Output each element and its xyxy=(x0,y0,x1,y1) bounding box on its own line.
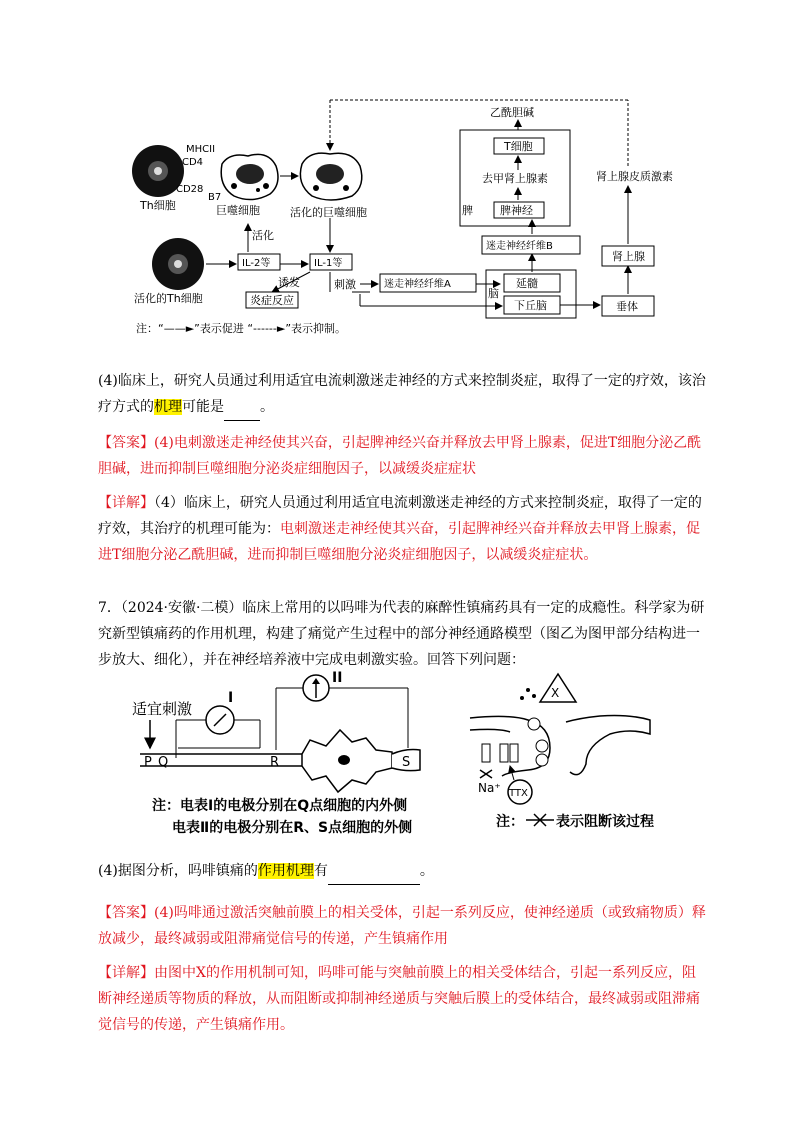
macrophage xyxy=(221,154,278,199)
th-cell-label: Th细胞 xyxy=(140,199,176,212)
cortisol-label: 肾上腺皮质激素 xyxy=(596,170,673,183)
point-r: R xyxy=(270,755,280,770)
immune-nerve-pathway-figure xyxy=(130,94,685,344)
q7-question-end: 有 xyxy=(313,863,328,879)
cd28-label: CD28 xyxy=(176,184,204,195)
q7-answer xyxy=(98,900,708,952)
q7-question-period: 。 xyxy=(419,863,434,879)
mhcii-label: MHCII xyxy=(186,144,216,155)
meter-i-label: I xyxy=(228,690,234,706)
q6-answer xyxy=(98,430,708,482)
detail-tag: 【详解】 xyxy=(98,495,154,511)
adrenal-label: 肾上腺 xyxy=(612,250,645,263)
induce-label: 诱发 xyxy=(278,276,300,289)
detail-tag: 【详解】 xyxy=(98,965,154,981)
splenic-nerve-label: 脾神经 xyxy=(500,204,533,217)
il2-label: IL-2等 xyxy=(242,258,271,269)
q7-question xyxy=(98,858,708,885)
detail-text-black: （4）临床上，研究人员通过利用适宜电流刺激迷走神经的方式来控制炎症，取得了一定的疗效，其治疗的机理可能为： xyxy=(98,495,702,537)
answer-blank xyxy=(328,858,420,885)
il1-label: IL-1等 xyxy=(314,258,343,269)
macrophage-label: 巨噬细胞 xyxy=(216,204,260,217)
vagus-a-label: 迷走神经纤维A xyxy=(384,279,451,290)
answer-tag: 【答案】 xyxy=(98,905,154,921)
brain-label: 脑 xyxy=(488,287,499,300)
q7-detail xyxy=(98,960,708,1038)
point-q: Q xyxy=(158,755,169,770)
q6-detail xyxy=(98,490,708,568)
answer-blank xyxy=(224,394,260,421)
cd4-label: CD4 xyxy=(182,157,204,168)
activated-th-cell xyxy=(152,238,204,290)
detail-text-red: 电刺激迷走神经使其兴奋，引起脾神经兴奋并释放去甲肾上腺素，促进T细胞分泌乙酰胆碱，进而抑制巨噬细胞分泌炎症细胞因子，以减缓炎症症状。 xyxy=(98,521,700,563)
na-label: Na⁺ xyxy=(478,781,501,795)
activated-macrophage-label: 活化的巨噬细胞 xyxy=(290,206,367,219)
activated-th-label: 活化的Th细胞 xyxy=(134,292,203,305)
q7-stem: 7．（2024·安徽·二模）临床上常用的以吗啡为代表的麻醉性镇痛药具有一定的成瘾性。科学家为研究新型镇痛药的作用机理，构建了痛觉产生过程中的部分神经通路模型（图乙为图甲部分结构进一步放大、细化），并在神经培养液中完成电刺激实验。回答下列问题： xyxy=(98,600,705,668)
spleen-label: 脾 xyxy=(462,204,473,217)
detail-text: 由图中X的作用机制可知，吗啡可能与突触前膜上的相关受体结合，引起一系列反应，阻断神经递质等物质的释放，从而阻断或抑制神经递质与突触后膜上的受体结合，最终减弱或阻滞痛觉信号的传递，产生镇痛作用。 xyxy=(98,965,700,1033)
hypothalamus-label: 下丘脑 xyxy=(514,299,547,312)
figure2-note1: 注：电表Ⅰ的电极分别在Q点细胞的内外侧 xyxy=(152,798,408,814)
q6-question-text: (4)临床上，研究人员通过利用适宜电流刺激迷走神经的方式来控制炎症，取得了一定的疗效，该治疗方式的 xyxy=(98,373,706,415)
medulla-label: 延髓 xyxy=(516,277,538,290)
figure2-note3b: 表示阻断该过程 xyxy=(556,814,654,830)
q7-question-highlight: 作用机理 xyxy=(257,863,314,879)
pain-pathway-figure xyxy=(130,668,690,838)
meter-ii-label: II xyxy=(332,670,343,686)
stimulate-label: 刺激 xyxy=(334,278,356,291)
b7-label: B7 xyxy=(208,192,222,203)
activate-label: 活化 xyxy=(252,229,274,242)
q7-question-text: (4)据图分析，吗啡镇痛的 xyxy=(98,863,258,879)
figure2-note3: 注： xyxy=(496,814,524,830)
t-cell-label: T细胞 xyxy=(504,140,533,153)
activated-macrophage xyxy=(300,153,361,200)
answer-tag: 【答案】 xyxy=(98,435,154,451)
norepinephrine-label: 去甲肾上腺素 xyxy=(482,172,548,185)
ttx-label: TTX xyxy=(509,788,528,799)
inflammation-label: 炎症反应 xyxy=(250,294,294,307)
acetylcholine-label: 乙酰胆碱 xyxy=(490,106,534,119)
x-label: X xyxy=(551,686,560,700)
q6-question-period: 。 xyxy=(260,399,274,415)
point-s: S xyxy=(402,755,411,770)
stimulus-label: 适宜刺激 xyxy=(132,700,193,718)
vagus-b-label: 迷走神经纤维B xyxy=(486,241,553,252)
point-p: P xyxy=(144,755,152,770)
pituitary-label: 垂体 xyxy=(616,300,638,313)
q6-question-end: 可能是 xyxy=(182,399,224,415)
q6-question xyxy=(98,368,708,421)
figure2-note2: 电表Ⅱ的电极分别在R、S点细胞的外侧 xyxy=(172,820,413,836)
q6-question-highlight: 机理 xyxy=(154,399,182,415)
answer-text: (4)吗啡通过激活突触前膜上的相关受体，引起一系列反应，使神经递质（或致痛物质）释放减少，最终减弱或阻滞痛觉信号的传递，产生镇痛作用 xyxy=(98,905,706,947)
figure1-note: 注：“——►”表示促进 “------►”表示抑制。 xyxy=(136,322,347,335)
answer-text: (4)电刺激迷走神经使其兴奋，引起脾神经兴奋并释放去甲肾上腺素，促进T细胞分泌乙酰胆碱，进而抑制巨噬细胞分泌炎症细胞因子，以减缓炎症症状 xyxy=(98,435,702,477)
